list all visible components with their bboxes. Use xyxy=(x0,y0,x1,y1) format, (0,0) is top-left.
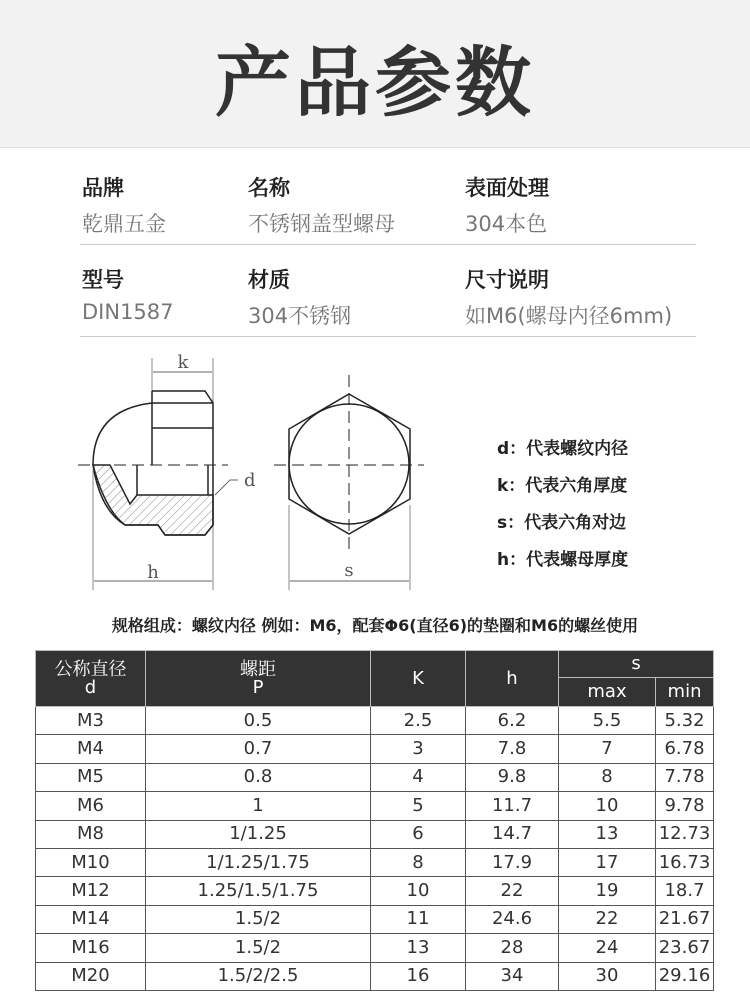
table-cell: 29.16 xyxy=(656,962,714,990)
table-cell: M16 xyxy=(36,934,146,962)
table-cell: 6.2 xyxy=(466,707,559,735)
spec-surface xyxy=(465,172,549,238)
table-cell: 0.8 xyxy=(146,763,371,791)
table-row xyxy=(36,877,714,905)
table-cell: 12.73 xyxy=(656,820,714,848)
table-cell: 17 xyxy=(559,848,656,876)
table-cell: 3 xyxy=(371,735,466,763)
table-cell: 24.6 xyxy=(466,905,559,933)
table-cell: 1 xyxy=(146,792,371,820)
divider xyxy=(80,336,696,337)
table-cell: 2.5 xyxy=(371,707,466,735)
table-cell: 9.8 xyxy=(466,763,559,791)
table-cell: 11.7 xyxy=(466,792,559,820)
spec-value: DIN1587 xyxy=(82,300,174,324)
table-cell: 8 xyxy=(559,763,656,791)
spec-brand xyxy=(82,172,166,238)
table-row xyxy=(36,934,714,962)
legend-d: d：代表螺纹内径 xyxy=(497,439,629,459)
header-p: 螺距 P xyxy=(146,651,371,707)
table-row xyxy=(36,735,714,763)
table-cell: 28 xyxy=(466,934,559,962)
table-cell: M6 xyxy=(36,792,146,820)
table-row xyxy=(36,905,714,933)
table-cell: 16.73 xyxy=(656,848,714,876)
table-cell: 10 xyxy=(371,877,466,905)
spec-label: 型号 xyxy=(82,268,124,292)
table-cell: 13 xyxy=(371,934,466,962)
table-cell: 7.78 xyxy=(656,763,714,791)
legend-h: h：代表螺母厚度 xyxy=(497,550,629,570)
table-cell: 22 xyxy=(466,877,559,905)
table-cell: 18.7 xyxy=(656,877,714,905)
table-cell: 13 xyxy=(559,820,656,848)
spec-label: 表面处理 xyxy=(465,176,549,200)
divider xyxy=(80,244,696,245)
header-smax: max xyxy=(559,678,656,707)
table-cell: 19 xyxy=(559,877,656,905)
table-cell: 1.5/2/2.5 xyxy=(146,962,371,990)
table-cell: 1.5/2 xyxy=(146,905,371,933)
spec-value: 304不锈钢 xyxy=(248,304,352,328)
table-cell: 6 xyxy=(371,820,466,848)
table-cell: M4 xyxy=(36,735,146,763)
dim-h: h xyxy=(147,562,159,583)
table-row xyxy=(36,962,714,990)
header-d: 公称直径 d xyxy=(36,651,146,707)
header-h: h xyxy=(466,651,559,707)
spec-label: 尺寸说明 xyxy=(465,268,549,292)
table-cell: M10 xyxy=(36,848,146,876)
spec-value: 乾鼎五金 xyxy=(82,212,166,236)
table-cell: 5 xyxy=(371,792,466,820)
spec-label: 品牌 xyxy=(82,176,124,200)
spec-value: 如M6(螺母内径6mm) xyxy=(465,304,673,328)
table-cell: M3 xyxy=(36,707,146,735)
spec-material xyxy=(248,264,351,330)
header-s: s xyxy=(559,651,714,678)
table-cell: 8 xyxy=(371,848,466,876)
legend-s: s：代表六角对边 xyxy=(497,513,627,533)
cap-nut-diagram xyxy=(0,340,450,600)
table-cell: 0.7 xyxy=(146,735,371,763)
table-cell: 34 xyxy=(466,962,559,990)
table-cell: 16 xyxy=(371,962,466,990)
table-cell: 1/1.25 xyxy=(146,820,371,848)
table-cell: 30 xyxy=(559,962,656,990)
table-row xyxy=(36,848,714,876)
dimension-table xyxy=(35,650,714,991)
spec-size xyxy=(465,264,672,330)
table-cell: 7.8 xyxy=(466,735,559,763)
side-view xyxy=(78,352,256,590)
table-cell: 5.5 xyxy=(559,707,656,735)
top-view xyxy=(274,375,424,590)
table-cell: 1.5/2 xyxy=(146,934,371,962)
table-cell: 0.5 xyxy=(146,707,371,735)
table-cell: 11 xyxy=(371,905,466,933)
table-cell: 7 xyxy=(559,735,656,763)
table-row xyxy=(36,763,714,791)
table-cell: 6.78 xyxy=(656,735,714,763)
table-cell: 14.7 xyxy=(466,820,559,848)
spec-value: 304本色 xyxy=(465,212,548,236)
table-cell: 5.32 xyxy=(656,707,714,735)
legend-k: k：代表六角厚度 xyxy=(497,476,628,496)
dim-d: d xyxy=(244,470,256,491)
table-cell: M5 xyxy=(36,763,146,791)
table-cell: M20 xyxy=(36,962,146,990)
spec-label: 名称 xyxy=(248,176,290,200)
table-cell: M8 xyxy=(36,820,146,848)
table-row xyxy=(36,707,714,735)
spec-name xyxy=(248,172,395,238)
table-cell: 1.25/1.5/1.75 xyxy=(146,877,371,905)
table-cell: 9.78 xyxy=(656,792,714,820)
page-title: 产品参数 xyxy=(215,38,535,127)
spec-note: 规格组成：螺纹内径 例如：M6，配套Φ6(直径6)的垫圈和M6的螺丝使用 xyxy=(111,616,639,635)
table-cell: 4 xyxy=(371,763,466,791)
table-cell: 1/1.25/1.75 xyxy=(146,848,371,876)
table-cell: M14 xyxy=(36,905,146,933)
spec-label: 材质 xyxy=(248,268,290,292)
dim-k: k xyxy=(177,352,189,373)
table-cell: 22 xyxy=(559,905,656,933)
table-cell: 21.67 xyxy=(656,905,714,933)
dim-s: s xyxy=(344,560,354,581)
table-cell: 24 xyxy=(559,934,656,962)
table-cell: 17.9 xyxy=(466,848,559,876)
spec-value: 不锈钢盖型螺母 xyxy=(248,212,395,236)
header-k: K xyxy=(371,651,466,707)
table-cell: M12 xyxy=(36,877,146,905)
table-cell: 10 xyxy=(559,792,656,820)
spec-model xyxy=(82,264,174,324)
table-row xyxy=(36,792,714,820)
header-smin: min xyxy=(656,678,714,707)
table-row xyxy=(36,820,714,848)
table-cell: 23.67 xyxy=(656,934,714,962)
